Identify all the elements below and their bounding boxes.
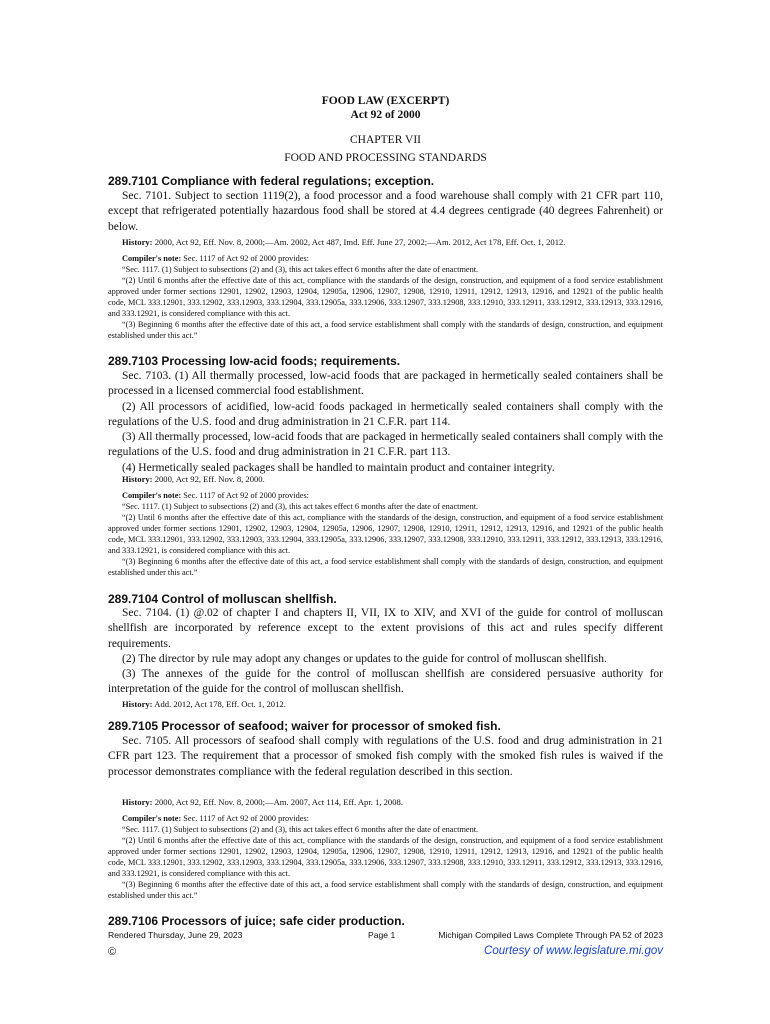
law-title: FOOD LAW (EXCERPT) [321, 95, 450, 107]
act-number: Act 92 of 2000 [350, 109, 421, 121]
note-paragraph: “(2) Until 6 months after the effective date of this act, compliance with the standards of the design, construction, and equipment of a food service establishment approved under former sections 12901, 12902, 12903, 12904, 12905a, 12906, 12907, 12908, 12910, 12911, 12912, 12913, 12916, and 12921 of the public health code, MCL 333.12901, 333.12902, 333.12903, 333.12904, 333.12905a, 333.12906, 333.12907, 333.12908, 333.12910, 333.12911, 333.12912, 333.12913, 333.12916, and 333.12921, is considered compliance with this act. [108, 836, 663, 878]
note-label: Compiler's note: [122, 814, 182, 823]
note-paragraph: “Sec. 1117. (1) Subject to subsections (2) and (3), this act takes effect 6 months after the date of enactment. [122, 502, 479, 511]
section-paragraph: Sec. 7105. All processors of seafood shall comply with regulations of the U.S. food and drug administration in 21 CFR part 123. The requirement that a processor of smoked fish comply with the smoked fish rules is waived if the processor demonstrates compliance with the federal regulation described in this section. [108, 735, 663, 778]
note-intro: Sec. 1117 of Act 92 of 2000 provides: [181, 814, 309, 823]
compiler-note-7105 [108, 813, 663, 901]
note-intro: Sec. 1117 of Act 92 of 2000 provides: [181, 491, 309, 500]
document-header [108, 94, 663, 122]
history-7101 [108, 237, 663, 248]
history-7105 [108, 797, 663, 808]
section-title-7106: 289.7106 Processors of juice; safe cider production. [108, 914, 405, 928]
section-body-7104 [108, 606, 663, 698]
compiler-note-7103 [108, 490, 663, 578]
note-label: Compiler's note: [122, 254, 182, 263]
history-label: History: [122, 237, 153, 247]
section-paragraph: Sec. 7104. (1) @.02 of chapter I and chapters II, VII, IX to XIV, and XVI of the guide for control of molluscan shellfish are incorporated by reference except to the extent provisions of this act and rules specify different requirements. [108, 607, 663, 650]
section-paragraph: (3) All thermally processed, low-acid foods that are packaged in hermetically sealed containers shall comply with the regulations of the U.S. food and drug administration in 21 C.F.R. part 113. [108, 431, 663, 459]
section-title-7105: 289.7105 Processor of seafood; waiver for processor of smoked fish. [108, 719, 501, 733]
section-title-7104: 289.7104 Control of molluscan shellfish. [108, 592, 337, 606]
history-text: 2000, Act 92, Eff. Nov. 8, 2000;—Am. 2007, Act 114, Eff. Apr. 1, 2008. [152, 797, 403, 807]
history-label: History: [122, 474, 153, 484]
note-paragraph: “(2) Until 6 months after the effective date of this act, compliance with the standards of the design, construction, and equipment of a food service establishment approved under former sections 12901, 12902, 12903, 12904, 12905a, 12906, 12907, 12908, 12910, 12911, 12912, 12913, 12916, and 12921 of the public health code, MCL 333.12901, 333.12902, 333.12903, 333.12904, 333.12905a, 333.12906, 333.12907, 333.12908, 333.12910, 333.12911, 333.12912, 333.12913, 333.12916, and 333.12921, is considered compliance with this act. [108, 513, 663, 555]
history-text: 2000, Act 92, Eff. Nov. 8, 2000;—Am. 2002, Act 487, Imd. Eff. June 27, 2002;—Am. 2012, Act 178, Eff. Oct. 1, 2012. [152, 237, 566, 247]
section-paragraph: (3) The annexes of the guide for the control of molluscan shellfish are considered persuasive authority for interpretation of the guide for the control of molluscan shellfish. [108, 668, 663, 696]
note-intro: Sec. 1117 of Act 92 of 2000 provides: [181, 254, 309, 263]
chapter-heading [108, 133, 663, 165]
note-paragraph: “(3) Beginning 6 months after the effective date of this act, a food service establishment shall comply with the standards of design, construction, and equipment established under this act.” [108, 320, 663, 340]
note-paragraph: “(3) Beginning 6 months after the effective date of this act, a food service establishment shall comply with the standards of design, construction, and equipment established under this act.” [108, 880, 663, 900]
section-title-7103: 289.7103 Processing low-acid foods; requirements. [108, 354, 401, 368]
section-body-7101 [108, 189, 663, 235]
note-label: Compiler's note: [122, 491, 182, 500]
note-paragraph: “(3) Beginning 6 months after the effective date of this act, a food service establishment shall comply with the standards of design, construction, and equipment established under this act.” [108, 557, 663, 577]
courtesy-link[interactable]: Courtesy of www.legislature.mi.gov [484, 945, 663, 957]
history-label: History: [122, 797, 153, 807]
compiler-note-7101 [108, 253, 663, 341]
chapter-title: FOOD AND PROCESSING STANDARDS [284, 152, 487, 164]
section-title-7101: 289.7101 Compliance with federal regulations; exception. [108, 174, 435, 188]
chapter-number: CHAPTER VII [349, 134, 422, 146]
history-7104 [108, 699, 663, 710]
history-7103 [108, 474, 663, 485]
note-paragraph: “Sec. 1117. (1) Subject to subsections (2) and (3), this act takes effect 6 months after the date of enactment. [122, 825, 479, 834]
note-paragraph: “(2) Until 6 months after the effective date of this act, compliance with the standards of the design, construction, and equipment of a food service establishment approved under former sections 12901, 12902, 12903, 12904, 12905a, 12906, 12907, 12908, 12910, 12911, 12912, 12913, 12916, and 12921 of the public health code, MCL 333.12901, 333.12902, 333.12903, 333.12904, 333.12905a, 333.12906, 333.12907, 333.12908, 333.12910, 333.12911, 333.12912, 333.12913, 333.12916, and 333.12921, is considered compliance with this act. [108, 276, 663, 318]
history-text: Add. 2012, Act 178, Eff. Oct. 1, 2012. [152, 699, 286, 709]
section-paragraph: Sec. 7101. Subject to section 1119(2), a food processor and a food warehouse shall comply with 21 CFR part 110, except that refrigerated potentially hazardous food shall be stored at 4.4 degrees centigrade (40 degrees Fahrenheit) or below. [108, 190, 663, 233]
copyright-symbol: © [108, 946, 117, 958]
section-paragraph: Sec. 7103. (1) All thermally processed, low-acid foods that are packaged in hermetically sealed containers shall be processed in a licensed commercial food establishment. [108, 370, 663, 398]
section-body-7103 [108, 369, 663, 476]
section-body-7105 [108, 734, 663, 780]
section-paragraph: (4) Hermetically sealed packages shall be handled to maintain product and container integrity. [122, 461, 555, 474]
section-paragraph: (2) The director by rule may adopt any changes or updates to the guide for control of molluscan shellfish. [122, 652, 607, 665]
history-label: History: [122, 699, 153, 709]
compiled-through: Michigan Compiled Laws Complete Through PA 52 of 2023 [438, 930, 663, 940]
page-number: Page 1 [368, 930, 396, 940]
history-text: 2000, Act 92, Eff. Nov. 8, 2000. [152, 474, 265, 484]
rendered-date: Rendered Thursday, June 29, 2023 [108, 930, 243, 940]
section-paragraph: (2) All processors of acidified, low-acid foods packaged in hermetically sealed containers shall comply with the regulations of the U.S. food and drug administration in 21 C.F.R. part 114. [108, 400, 663, 428]
note-paragraph: “Sec. 1117. (1) Subject to subsections (2) and (3), this act takes effect 6 months after the date of enactment. [122, 265, 479, 274]
